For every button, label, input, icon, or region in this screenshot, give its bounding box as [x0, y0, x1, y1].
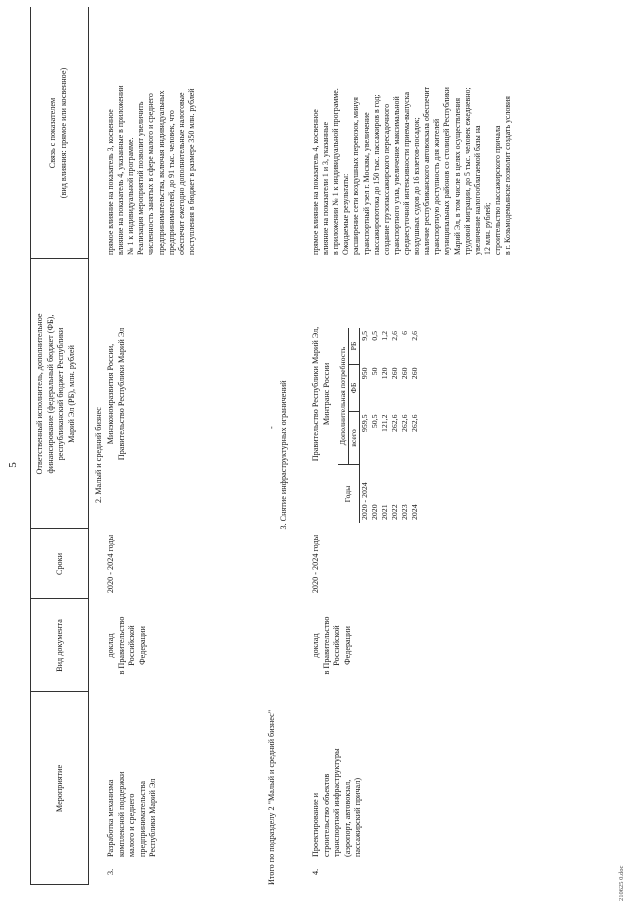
fin-fb: 950 — [359, 367, 369, 380]
fin-year: 2020 - 2024 — [359, 482, 369, 520]
fin-rb: 9,5 — [359, 331, 369, 341]
header-link: Связь с показателем (вид влияния: прямое или косвенное) — [48, 67, 68, 199]
fin-row — [380, 328, 390, 523]
fin-fb: 120 — [379, 367, 389, 380]
page-number: 5 — [7, 462, 19, 468]
fin-rb: 1,2 — [379, 331, 389, 341]
header-terms: Сроки — [55, 553, 64, 576]
row4-number: 4. — [311, 868, 320, 875]
fin-year: 2024 — [409, 504, 419, 520]
fin-row — [410, 328, 420, 523]
fin-rb: 2,6 — [389, 331, 399, 341]
row3-number: 3. — [106, 868, 115, 875]
fin-year: 2021 — [379, 504, 389, 520]
fin-fb: 260 — [389, 367, 399, 380]
row4-financing-table — [338, 328, 420, 523]
row3-doc-type: доклад в Правительство Российской Федерации — [106, 616, 147, 675]
header-bottom-rule — [88, 7, 89, 885]
fin-year: 2022 — [389, 504, 399, 520]
fin-year: 2020 — [369, 504, 379, 520]
fin-total: 959,5 — [359, 414, 369, 433]
fin-row — [400, 328, 410, 523]
fin-rb: 6 — [399, 331, 409, 335]
fin-total: 262,6 — [389, 414, 399, 433]
fin-total: 262,6 — [399, 414, 409, 433]
subtotal-2-label: Итого по подразделу 2 "Малый и средний бизнес" — [267, 709, 276, 885]
row4-event: Проектирование и строительство объектов транспортной инфраструктуры (аэропорт, автовокзал, пассажирский причал) — [311, 748, 362, 857]
fin-row — [370, 328, 380, 523]
row4-terms: 2020 - 2024 годы — [311, 534, 320, 594]
financing-table — [338, 328, 420, 523]
fin-col-rb: РБ — [348, 328, 359, 365]
section-3-title: 3. Снятие инфраструктурных ограничений — [279, 380, 288, 530]
row3-event: Разработка механизма комплексной поддержки малого и среднего предпринимательства Республики Марий Эл — [106, 771, 157, 857]
fin-total: 50,5 — [369, 414, 379, 429]
row3-link: прямое влияние на показатель 3, косвенное влияние на показатель 4, указанные в приложении № 1 к индивидуальной программе. Реализация мероприятий позволит увеличить численность занятых в сфере малого и среднего предпринимательства, включая индивидуальных предпринимателей, до 91 тыс. человек, что обеспечит ежегодно дополнительные налоговые поступления в бюджет в размере 350 млн. рублей — [106, 85, 196, 255]
section-2-title: 2. Малый и средний бизнес — [94, 407, 103, 503]
subtotal-2-value: - — [267, 426, 276, 429]
fin-total: 262,6 — [409, 414, 419, 433]
fin-fb: 260 — [399, 367, 409, 380]
fin-row — [359, 328, 369, 523]
fin-total: 121,2 — [379, 414, 389, 433]
fin-fb: 50 — [369, 367, 379, 376]
row3-executor: Минэкономразвития России, Правительство Республики Марий Эл — [106, 327, 126, 461]
fin-col-total: всего — [348, 412, 359, 465]
header-executor: Ответственный исполнитель, дополнительное финансирование (федеральный бюджет (ФБ), республиканский бюджет Республики Марий Эл (РБ), млн. рублей — [35, 313, 76, 475]
footer-file-name: 210625 0.doc — [618, 865, 625, 901]
row3-terms: 2020 - 2024 годы — [106, 534, 115, 594]
header-doc-type: Вид документа — [55, 619, 64, 672]
fin-year: 2023 — [399, 504, 409, 520]
header-event: Мероприятие — [55, 764, 64, 813]
fin-col-fb: ФБ — [348, 365, 359, 412]
fin-fb: 260 — [409, 367, 419, 380]
row4-doc-type: доклад в Правительство Российской Федерации — [311, 616, 352, 675]
fin-row — [390, 328, 400, 523]
fin-col-group: Дополнительная потребность — [338, 328, 348, 465]
header-top-rule — [30, 7, 31, 885]
fin-col-years: Годы — [338, 465, 359, 524]
fin-rb: 0,5 — [369, 331, 379, 341]
fin-rb: 2,6 — [409, 331, 419, 341]
row4-executor: Правительство Республики Марий Эл, Минтранс России — [311, 326, 331, 462]
row4-link: прямое влияние на показатель 4, косвенное влияние на показатели 1 и 3, указанные в приложении № 1 к индивидуальной программе. Ожидаемые результаты: расширение сети воздушных перевозок, минуя транспортный узел г. Москвы, увеличение пассажиропотока до 150 тыс. пассажиров в год; создание грузопассажирского пересадочного транспортного узла, увеличение максимальной среднесуточной интенсивности приема-выпуска воздушных судов до 16 взлетов-посадок; наличие республиканского автовокзала обеспечит транспортную доступность для жителей муниципальных районов со столицей Республики Марий Эл, в том числе в целях осуществления трудовой миграции, до 5 тыс. человек ежедневно; увеличение налогооблагаемой базы на 12 млн. рублей; строительство пассажирского причала в г. Козьмодемьянске позволит создать условия — [311, 86, 513, 255]
